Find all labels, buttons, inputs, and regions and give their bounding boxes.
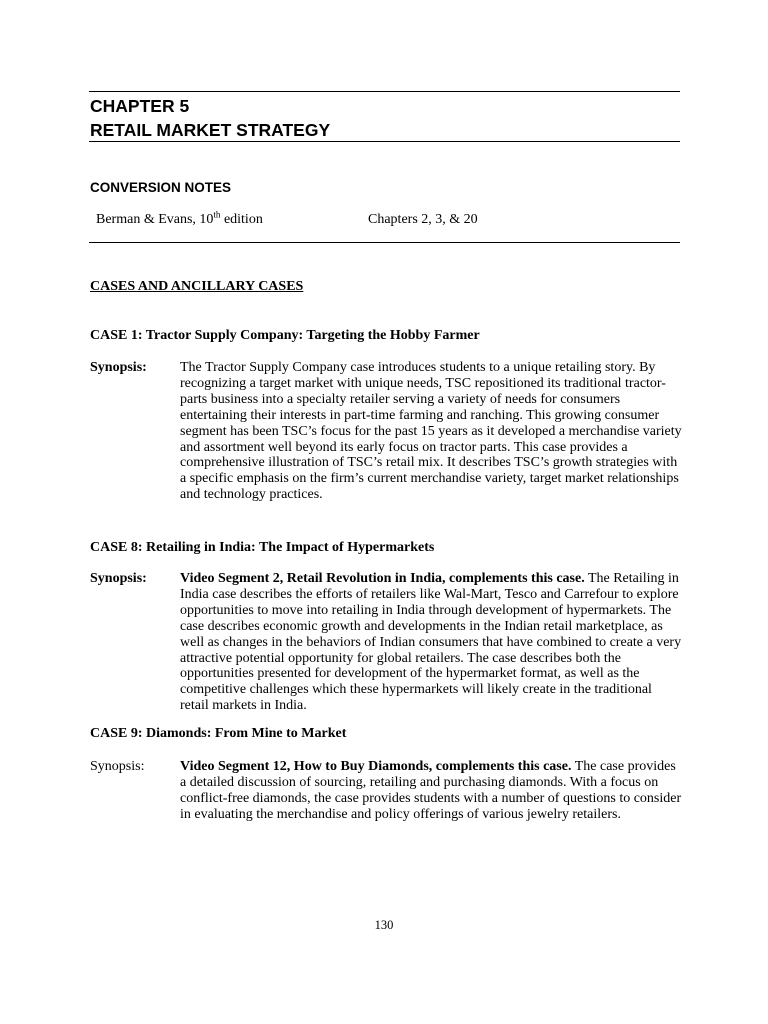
case-1-synopsis-label: Synopsis: bbox=[90, 360, 147, 375]
case-9-synopsis-lead: Video Segment 12, How to Buy Diamonds, complements this case. bbox=[180, 759, 572, 774]
top-rule bbox=[89, 91, 680, 92]
case-8-synopsis-text: The Retailing in India case describes the efforts of retailers like Wal-Mart, Tesco and Carrefour to explore opportunities to move into retailing in India through development of hypermarkets. The case describes economic growth and developments in the Indian retail marketplace, as well as changes in the behaviors of Indian consumers that have combined to create a very attractive potential opportunity for global retailers. The case describes both the opportunities presented for development of the hypermarket format, as well as the competitive challenges which these hypermarkets will likely create in the traditional retail markets in India. bbox=[180, 571, 682, 714]
chapter-bottom-rule bbox=[89, 141, 680, 142]
case-8-synopsis bbox=[180, 571, 682, 714]
conversion-notes-heading: CONVERSION NOTES bbox=[90, 180, 232, 195]
case-8-synopsis-label: Synopsis: bbox=[90, 571, 147, 586]
case-1-synopsis bbox=[180, 360, 682, 503]
chapter-heading bbox=[90, 94, 330, 142]
case-8-title: CASE 8: Retailing in India: The Impact of Hypermarkets bbox=[90, 540, 435, 555]
page-number: 130 bbox=[374, 918, 394, 932]
conversion-book bbox=[96, 211, 263, 229]
case-1-title: CASE 1: Tractor Supply Company: Targeting the Hobby Farmer bbox=[90, 328, 480, 343]
conversion-book-superscript: th bbox=[213, 209, 221, 220]
cases-heading: CASES AND ANCILLARY CASES bbox=[90, 279, 304, 294]
case-9-synopsis bbox=[180, 759, 682, 823]
case-1-synopsis-text: The Tractor Supply Company case introduces students to a unique retailing story. By recognizing a target market with unique needs, TSC repositioned its traditional tractor-parts business into a specialty retailer serving a variety of needs for consumers entertaining their interests in part-time farming and ranching. This growing consumer segment has been TSC’s focus for the past 15 years as it developed a merchandise variety and assortment well beyond its early focus on tractor parts. This case provides a comprehensive illustration of TSC’s retail mix. It describes TSC’s growth strategies with a specific emphasis on the firm’s current merchandise variety, target market relationships and technology practices. bbox=[180, 360, 682, 503]
conversion-bottom-rule bbox=[89, 242, 680, 243]
case-9-title: CASE 9: Diamonds: From Mine to Market bbox=[90, 726, 347, 741]
case-9-synopsis-text: The case provides a detailed discussion of sourcing, retailing and purchasing diamonds. With a focus on conflict-free diamonds, the case provides students with a number of questions to consider in evaluating the merchandise and policy offerings of various jewelry retailers. bbox=[180, 759, 682, 822]
case-8-synopsis-lead: Video Segment 2, Retail Revolution in India, complements this case. bbox=[180, 571, 585, 586]
conversion-book-suffix: edition bbox=[220, 212, 263, 227]
chapter-title: RETAIL MARKET STRATEGY bbox=[90, 120, 331, 140]
conversion-book-prefix: Berman & Evans, 10 bbox=[96, 212, 214, 227]
chapter-number: CHAPTER 5 bbox=[90, 96, 190, 116]
case-9-synopsis-label: Synopsis: bbox=[90, 759, 145, 774]
conversion-chapters: Chapters 2, 3, & 20 bbox=[368, 212, 478, 227]
